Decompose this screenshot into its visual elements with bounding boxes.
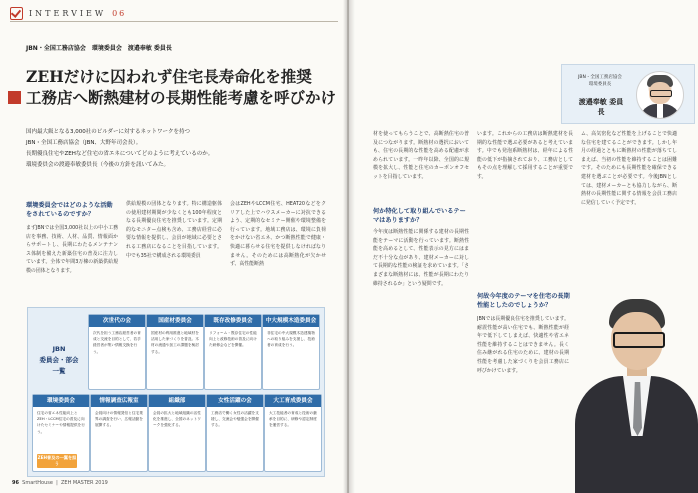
body-column-2: 供給規模の団体となります。特に構造躯体の使用建材期間が少なくとも100年程度となる長期優良住宅を推奨しています。定期的なモニター点検も含め、工務店経営に必要な情報を提供し、会員が地域に必要とされる工務店になることを目指しています。中でも35社で構成される環境委員 xyxy=(126,201,222,259)
body-column-3: 会はZEHやLCCM住宅、HEAT20などをクリアした上でハウスメーカーに対抗できるよう、定期的なセミナー開催や環境整備を行っています。地域工務店は、環境に負荷をかけない省エネ、かつ断熱性能で健康・快適に暮らせる住宅を提供しなければなりません。そのためには高断熱化が欠かせず、高性能断熱 xyxy=(230,201,326,268)
committee-cell-highlight: 環境委員会 住宅の省エネ性能向上とZEH・LCCM住宅の普及に向けたセミナーや情報提供を行う。 ZEH普及の一翼を担う xyxy=(32,394,90,472)
body-column-1: まずJBNでは全国3,000社以上の中小工務店を事務、技術、人材、品質、情報面からサポートし、長期にわたるメンテナンス体制を備えた新築住宅の普及に注力しています。全体で年間3万棟の新築供給規模の団体となります。 xyxy=(26,225,118,274)
headline-line-1: ZEHだけに囚われず住宅長寿命化を推奨 xyxy=(26,67,312,86)
body-column-5b: JBNでは長期優良住宅を推奨しています。耐震性能が高い住宅でも、断熱性能が経年で低下してしまえば、快適性や省エネ性能を維持することはできません。長く住み継がれる住宅のために、建材の長期性能を考慮した家づくりを会員工務店に呼びかけています。 xyxy=(477,316,569,374)
committee-cell: 情報調査広報室 会員向けの情報発信と住宅業界の調査を行い、広報活動を展開する。 xyxy=(90,394,148,472)
spread-gutter xyxy=(343,0,355,493)
section-label: INTERVIEW xyxy=(29,8,107,18)
committee-diagram xyxy=(27,307,325,477)
headline-line-2: 工務店へ断熱建材の長期性能考慮を呼びかけ xyxy=(8,88,336,107)
left-page xyxy=(0,0,347,493)
zeh-badge: ZEH普及の一翼を担う xyxy=(37,455,77,466)
committee-cell: 国産材委員会 国産材の利用推進と地域材を活用した家づくりを普及。木材の流通や加工の課題を検討する。 xyxy=(146,314,204,390)
footer-left: 96 SmartHouse | ZEH MASTER 2019 xyxy=(12,480,108,486)
body-column-4: 材を使ってもらうことで、高断熱住宅の普及につながります。断熱材の選択においても、住宅の長期的な性能を高める配慮が求められています。一昨年以降、全国的に規模を拡大し、性能と住宅のカーボンオフセットを目指しています。 xyxy=(373,131,469,180)
diagram-heading: JBN 委員会・部会 一覧 xyxy=(39,345,79,375)
committee-cell: 組織部 会員の拡大と地域組織の活性化を推進し、全国のネットワークを強化する。 xyxy=(148,394,206,472)
body-column-4b: 今年度は断熱性能に関係する建材の長期性能をテーマに活動を行っています。断熱性能を高めるとして、性能表示の見方にはまだ不十分な点があり、建材メーカーに対して長期的な性能の検証を求めています。「さまざまな断熱材には、性能が長期にわたり維持されるか」という疑問です。 xyxy=(373,229,469,287)
header-rule xyxy=(10,21,338,22)
checkmark-icon xyxy=(10,7,23,20)
committee-cell: 中大規模木造委員会 非住宅の中大規模木造建築物への取り組みを支援し、技術者の育成を行う。 xyxy=(262,314,320,390)
committee-cell: 大工育成委員会 大工技能者の育成と技術の継承を目的に、研修や認定制度を運営する。 xyxy=(264,394,322,472)
profile-card xyxy=(561,64,695,124)
question-heading-1: 環境委員会ではどのような活動をされているのですか？ xyxy=(26,202,113,218)
profile-title: JBN・全国工務店協会 環境委員長 xyxy=(578,75,627,87)
organization-line: JBN・全国工務店協会 環境委員会 渡邉奉敏 委員長 xyxy=(26,45,172,52)
committee-cell: 既存改修委員会 リフォーム・既存住宅の性能向上と改修技術の普及に向けた研修会などを開催。 xyxy=(204,314,262,390)
lead-paragraph: 国内最大級となる3,000社のビルダーに対するネットワークを持つ JBN・全国工務店協会（JBN、大野年司会長）。 長期優良住宅やZEHなど住宅の省エネについてどのように考えているのか。 環境委員会の渡邉奉敏委員長（今後の方針を訊いてみた。 xyxy=(26,129,214,168)
portrait-thumbnail xyxy=(636,71,684,119)
headline-mark-icon xyxy=(8,91,21,104)
right-page xyxy=(349,0,698,493)
question-heading-2: 何か特化して取り組んでいるテーマはありますか？ xyxy=(373,208,466,224)
question-heading-3: 何故今年度のテーマを住宅の長期性能としたのでしょうか？ xyxy=(477,293,570,309)
interviewee-photo xyxy=(571,296,698,493)
section-number: 06 xyxy=(112,8,127,18)
body-column-6: ム、高気密化など性能を上げることで快適な住宅を建てることができます。しかし年月の経過とともに断熱材の性能が落ちてしまえば、当初の性能を維持することは困難です。そのためにも長期性能を確保できる建材を選ぶことが必要です。今後JBNとしては、建材メーカーとも協力しながら、断熱材の長期性能に関する情報を会員工務店に発信していく予定です。 xyxy=(581,131,677,206)
committee-cell: 女性活躍の会 工務店で働く女性の活躍を支援し、交流会や勉強会を開催する。 xyxy=(206,394,264,472)
profile-name: 渡邉奉敏 委員長 xyxy=(578,98,624,116)
body-column-5: います。これからの工務店は断熱建材を長期的な性能で選ぶ必要があると考えています。中でも発泡系断熱材は、経年による性能の低下が指摘されており、工務店としてもその点を理解して採用することが重要です。 xyxy=(477,131,573,180)
section-header xyxy=(10,6,126,20)
committee-cell: 次世代の会 次代を担う工務店経営者の育成と交流を目的として、若手経営者が集い情報交換を行う。 xyxy=(88,314,146,390)
